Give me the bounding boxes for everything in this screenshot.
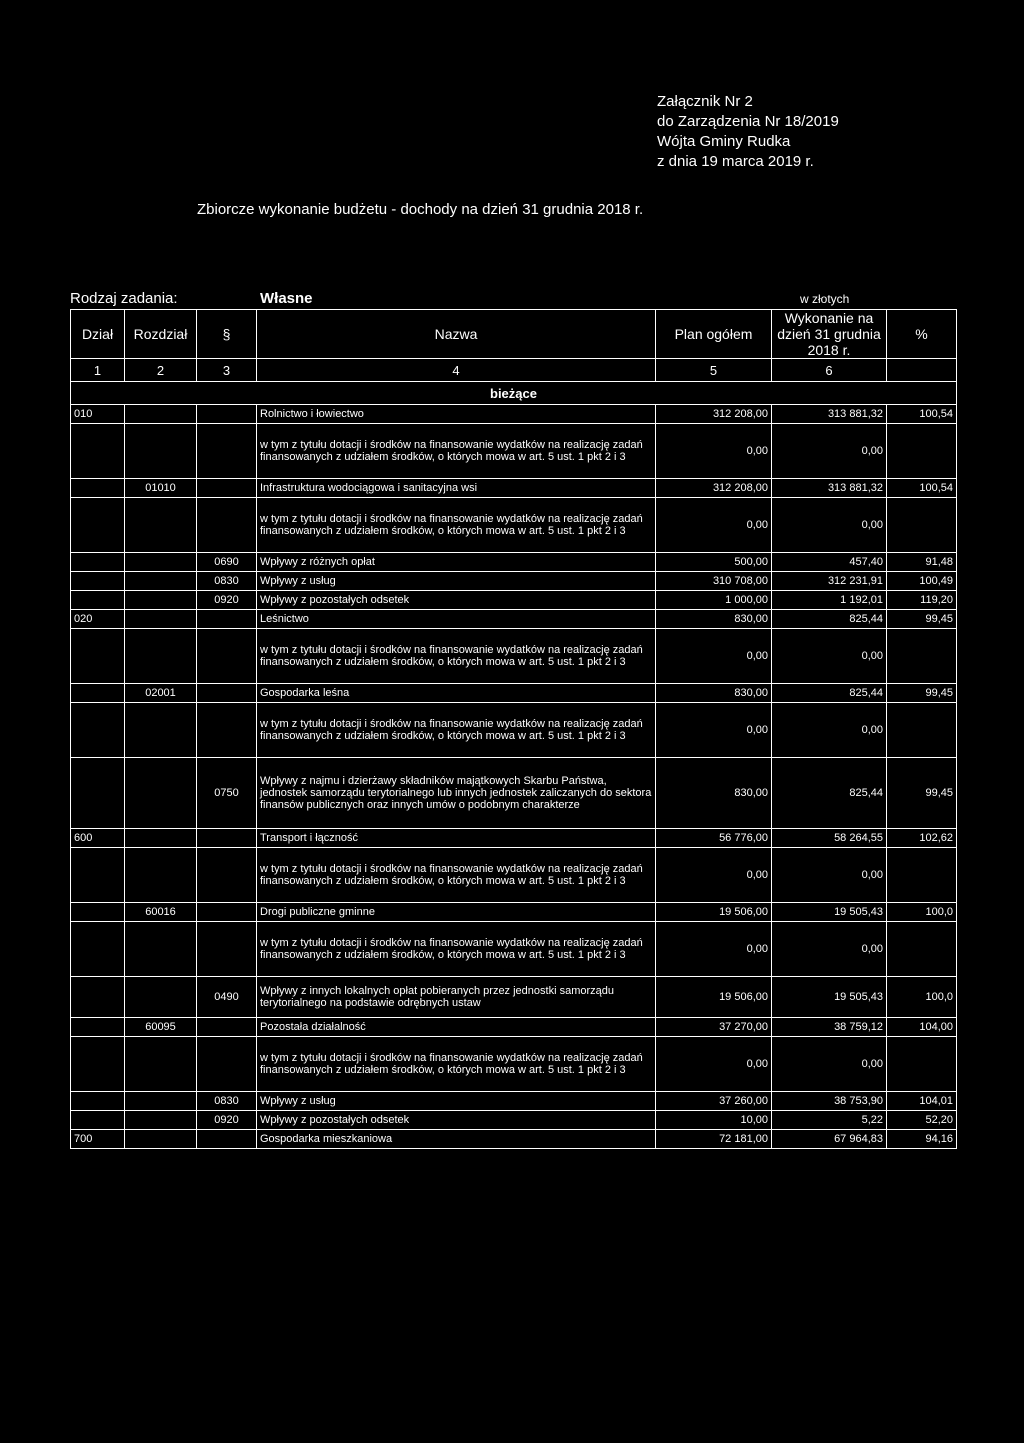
paragraph-cell — [197, 703, 257, 758]
plan-cell: 830,00 — [656, 684, 772, 703]
table-row — [71, 629, 957, 684]
plan-cell: 312 208,00 — [656, 479, 772, 498]
name-cell: Infrastruktura wodociągowa i sanitacyjna wsi — [257, 479, 656, 498]
percent-cell — [887, 703, 957, 758]
rozdzial-cell — [125, 591, 197, 610]
table-row — [71, 758, 957, 829]
table-row — [71, 848, 957, 903]
plan-cell: 1 000,00 — [656, 591, 772, 610]
plan-cell: 10,00 — [656, 1111, 772, 1130]
task-type-label: Rodzaj zadania: — [70, 290, 178, 307]
header-nazwa: Nazwa — [257, 310, 656, 359]
execution-cell: 0,00 — [772, 922, 887, 977]
name-cell: Wpływy z pozostałych odsetek — [257, 591, 656, 610]
paragraph-cell: 0830 — [197, 572, 257, 591]
plan-cell: 310 708,00 — [656, 572, 772, 591]
name-cell: w tym z tytułu dotacji i środków na finansowanie wydatków na realizację zadań finansowanych z udziałem środków, o których mowa w art. 5 ust. 1 pkt 2 i 3 — [257, 498, 656, 553]
percent-cell: 119,20 — [887, 591, 957, 610]
plan-cell: 0,00 — [656, 922, 772, 977]
annex-block — [657, 92, 839, 172]
percent-cell — [887, 1037, 957, 1092]
index-cell — [887, 359, 957, 382]
name-cell: Wpływy z różnych opłat — [257, 553, 656, 572]
rozdzial-cell — [125, 553, 197, 572]
plan-cell: 500,00 — [656, 553, 772, 572]
header-row — [71, 310, 957, 359]
percent-cell: 102,62 — [887, 829, 957, 848]
execution-cell: 825,44 — [772, 684, 887, 703]
plan-cell: 0,00 — [656, 703, 772, 758]
plan-cell: 56 776,00 — [656, 829, 772, 848]
dzial-cell: 020 — [71, 610, 125, 629]
rozdzial-cell — [125, 703, 197, 758]
table-row — [71, 591, 957, 610]
task-type-value: Własne — [260, 290, 313, 307]
rozdzial-cell — [125, 758, 197, 829]
name-cell: Wpływy z najmu i dzierżawy składników majątkowych Skarbu Państwa, jednostek samorządu terytorialnego lub innych jednostek zaliczanych do sektora finansów publicznych oraz innych umów o podobnym charakterze — [257, 758, 656, 829]
plan-cell: 19 506,00 — [656, 903, 772, 922]
paragraph-cell: 0920 — [197, 1111, 257, 1130]
table-row — [71, 977, 957, 1018]
table-row — [71, 703, 957, 758]
execution-cell: 38 753,90 — [772, 1092, 887, 1111]
paragraph-cell: 0490 — [197, 977, 257, 1018]
dzial-cell — [71, 591, 125, 610]
percent-cell: 100,49 — [887, 572, 957, 591]
name-cell: Wpływy z pozostałych odsetek — [257, 1111, 656, 1130]
execution-cell: 0,00 — [772, 424, 887, 479]
index-cell: 3 — [197, 359, 257, 382]
paragraph-cell: 0830 — [197, 1092, 257, 1111]
percent-cell: 99,45 — [887, 758, 957, 829]
execution-cell: 0,00 — [772, 629, 887, 684]
table-row — [71, 1111, 957, 1130]
dzial-cell — [71, 848, 125, 903]
table-row — [71, 829, 957, 848]
rozdzial-cell — [125, 1092, 197, 1111]
rozdzial-cell: 60016 — [125, 903, 197, 922]
execution-cell: 19 505,43 — [772, 903, 887, 922]
plan-cell: 72 181,00 — [656, 1130, 772, 1149]
paragraph-cell — [197, 479, 257, 498]
index-cell: 6 — [772, 359, 887, 382]
table-row — [71, 903, 957, 922]
dzial-cell — [71, 553, 125, 572]
percent-cell: 91,48 — [887, 553, 957, 572]
dzial-cell — [71, 922, 125, 977]
index-cell: 4 — [257, 359, 656, 382]
plan-cell: 830,00 — [656, 758, 772, 829]
index-cell: 2 — [125, 359, 197, 382]
percent-cell: 99,45 — [887, 610, 957, 629]
execution-cell: 0,00 — [772, 848, 887, 903]
dzial-cell — [71, 1037, 125, 1092]
paragraph-cell — [197, 1130, 257, 1149]
percent-cell: 104,01 — [887, 1092, 957, 1111]
paragraph-cell — [197, 424, 257, 479]
paragraph-cell — [197, 922, 257, 977]
header-rozdzial: Rozdział — [125, 310, 197, 359]
dzial-cell — [71, 1092, 125, 1111]
table-row — [71, 610, 957, 629]
category-row — [71, 382, 957, 405]
name-cell: w tym z tytułu dotacji i środków na finansowanie wydatków na realizację zadań finansowanych z udziałem środków, o których mowa w art. 5 ust. 1 pkt 2 i 3 — [257, 1037, 656, 1092]
name-cell: Wpływy z innych lokalnych opłat pobieranych przez jednostki samorządu terytorialnego na podstawie odrębnych ustaw — [257, 977, 656, 1018]
execution-cell: 825,44 — [772, 610, 887, 629]
paragraph-cell — [197, 829, 257, 848]
paragraph-cell — [197, 629, 257, 684]
paragraph-cell — [197, 405, 257, 424]
percent-cell: 100,0 — [887, 977, 957, 1018]
header-percent: % — [887, 310, 957, 359]
execution-cell: 19 505,43 — [772, 977, 887, 1018]
rozdzial-cell — [125, 829, 197, 848]
rozdzial-cell — [125, 1111, 197, 1130]
plan-cell: 0,00 — [656, 498, 772, 553]
rozdzial-cell — [125, 424, 197, 479]
percent-cell: 104,00 — [887, 1018, 957, 1037]
name-cell: w tym z tytułu dotacji i środków na finansowanie wydatków na realizację zadań finansowanych z udziałem środków, o których mowa w art. 5 ust. 1 pkt 2 i 3 — [257, 848, 656, 903]
percent-cell — [887, 629, 957, 684]
table-row — [71, 1037, 957, 1092]
name-cell: w tym z tytułu dotacji i środków na finansowanie wydatków na realizację zadań finansowanych z udziałem środków, o których mowa w art. 5 ust. 1 pkt 2 i 3 — [257, 424, 656, 479]
paragraph-cell — [197, 610, 257, 629]
budget-table — [70, 309, 957, 1149]
rozdzial-cell — [125, 977, 197, 1018]
rozdzial-cell — [125, 848, 197, 903]
execution-cell: 5,22 — [772, 1111, 887, 1130]
paragraph-cell — [197, 498, 257, 553]
execution-cell: 0,00 — [772, 498, 887, 553]
dzial-cell — [71, 479, 125, 498]
header-dzial: Dział — [71, 310, 125, 359]
percent-cell — [887, 498, 957, 553]
percent-cell — [887, 424, 957, 479]
name-cell: Gospodarka leśna — [257, 684, 656, 703]
percent-cell — [887, 922, 957, 977]
dzial-cell — [71, 903, 125, 922]
dzial-cell — [71, 758, 125, 829]
rozdzial-cell — [125, 405, 197, 424]
dzial-cell — [71, 1111, 125, 1130]
name-cell: Pozostała działalność — [257, 1018, 656, 1037]
name-cell: Drogi publiczne gminne — [257, 903, 656, 922]
table-row — [71, 424, 957, 479]
currency-unit: w złotych — [800, 292, 850, 306]
plan-cell: 19 506,00 — [656, 977, 772, 1018]
table-row — [71, 684, 957, 703]
percent-cell: 99,45 — [887, 684, 957, 703]
percent-cell: 100,54 — [887, 479, 957, 498]
rozdzial-cell — [125, 572, 197, 591]
annex-line: Wójta Gminy Rudka — [657, 133, 791, 150]
dzial-cell — [71, 703, 125, 758]
percent-cell — [887, 848, 957, 903]
annex-line: do Zarządzenia Nr 18/2019 — [657, 113, 839, 130]
execution-cell: 58 264,55 — [772, 829, 887, 848]
dzial-cell — [71, 498, 125, 553]
execution-cell: 825,44 — [772, 758, 887, 829]
execution-cell: 312 231,91 — [772, 572, 887, 591]
rozdzial-cell — [125, 1037, 197, 1092]
paragraph-cell: 0920 — [197, 591, 257, 610]
dzial-cell — [71, 629, 125, 684]
rozdzial-cell — [125, 1130, 197, 1149]
table-row — [71, 1092, 957, 1111]
plan-cell: 0,00 — [656, 424, 772, 479]
plan-cell: 37 260,00 — [656, 1092, 772, 1111]
paragraph-cell — [197, 1037, 257, 1092]
index-row — [71, 359, 957, 382]
percent-cell: 100,0 — [887, 903, 957, 922]
execution-cell: 457,40 — [772, 553, 887, 572]
budget-table-wrapper — [70, 309, 956, 1149]
paragraph-cell — [197, 1018, 257, 1037]
execution-cell: 0,00 — [772, 703, 887, 758]
header-plan: Plan ogółem — [656, 310, 772, 359]
plan-cell: 37 270,00 — [656, 1018, 772, 1037]
plan-cell: 312 208,00 — [656, 405, 772, 424]
name-cell: Rolnictwo i łowiectwo — [257, 405, 656, 424]
rozdzial-cell — [125, 498, 197, 553]
rozdzial-cell: 60095 — [125, 1018, 197, 1037]
execution-cell: 67 964,83 — [772, 1130, 887, 1149]
rozdzial-cell: 01010 — [125, 479, 197, 498]
header-paragraph: § — [197, 310, 257, 359]
plan-cell: 0,00 — [656, 848, 772, 903]
paragraph-cell: 0690 — [197, 553, 257, 572]
annex-line: z dnia 19 marca 2019 r. — [657, 153, 814, 170]
paragraph-cell — [197, 903, 257, 922]
document-title: Zbiorcze wykonanie budżetu - dochody na dzień 31 grudnia 2018 r. — [197, 201, 644, 218]
table-row — [71, 405, 957, 424]
execution-cell: 0,00 — [772, 1037, 887, 1092]
table-row — [71, 1018, 957, 1037]
table-row — [71, 498, 957, 553]
name-cell: w tym z tytułu dotacji i środków na finansowanie wydatków na realizację zadań finansowanych z udziałem środków, o których mowa w art. 5 ust. 1 pkt 2 i 3 — [257, 703, 656, 758]
table-row — [71, 922, 957, 977]
execution-cell: 1 192,01 — [772, 591, 887, 610]
paragraph-cell — [197, 684, 257, 703]
plan-cell: 0,00 — [656, 1037, 772, 1092]
rozdzial-cell — [125, 629, 197, 684]
execution-cell: 313 881,32 — [772, 479, 887, 498]
percent-cell: 52,20 — [887, 1111, 957, 1130]
dzial-cell — [71, 977, 125, 1018]
name-cell: Wpływy z usług — [257, 1092, 656, 1111]
execution-cell: 313 881,32 — [772, 405, 887, 424]
category-cell: bieżące — [71, 382, 957, 405]
name-cell: Transport i łączność — [257, 829, 656, 848]
name-cell: w tym z tytułu dotacji i środków na finansowanie wydatków na realizację zadań finansowanych z udziałem środków, o których mowa w art. 5 ust. 1 pkt 2 i 3 — [257, 629, 656, 684]
percent-cell: 94,16 — [887, 1130, 957, 1149]
name-cell: Gospodarka mieszkaniowa — [257, 1130, 656, 1149]
dzial-cell: 600 — [71, 829, 125, 848]
table-row — [71, 572, 957, 591]
dzial-cell: 700 — [71, 1130, 125, 1149]
paragraph-cell: 0750 — [197, 758, 257, 829]
dzial-cell — [71, 424, 125, 479]
table-row — [71, 479, 957, 498]
annex-line: Załącznik Nr 2 — [657, 93, 753, 110]
table-row — [71, 1130, 957, 1149]
rozdzial-cell: 02001 — [125, 684, 197, 703]
name-cell: Leśnictwo — [257, 610, 656, 629]
dzial-cell — [71, 1018, 125, 1037]
plan-cell: 0,00 — [656, 629, 772, 684]
plan-cell: 830,00 — [656, 610, 772, 629]
dzial-cell: 010 — [71, 405, 125, 424]
table-row — [71, 553, 957, 572]
index-cell: 5 — [656, 359, 772, 382]
rozdzial-cell — [125, 922, 197, 977]
rozdzial-cell — [125, 610, 197, 629]
dzial-cell — [71, 572, 125, 591]
percent-cell: 100,54 — [887, 405, 957, 424]
name-cell: Wpływy z usług — [257, 572, 656, 591]
paragraph-cell — [197, 848, 257, 903]
header-wykonanie: Wykonanie na dzień 31 grudnia 2018 r. — [772, 310, 887, 359]
dzial-cell — [71, 684, 125, 703]
name-cell: w tym z tytułu dotacji i środków na finansowanie wydatków na realizację zadań finansowanych z udziałem środków, o których mowa w art. 5 ust. 1 pkt 2 i 3 — [257, 922, 656, 977]
execution-cell: 38 759,12 — [772, 1018, 887, 1037]
index-cell: 1 — [71, 359, 125, 382]
